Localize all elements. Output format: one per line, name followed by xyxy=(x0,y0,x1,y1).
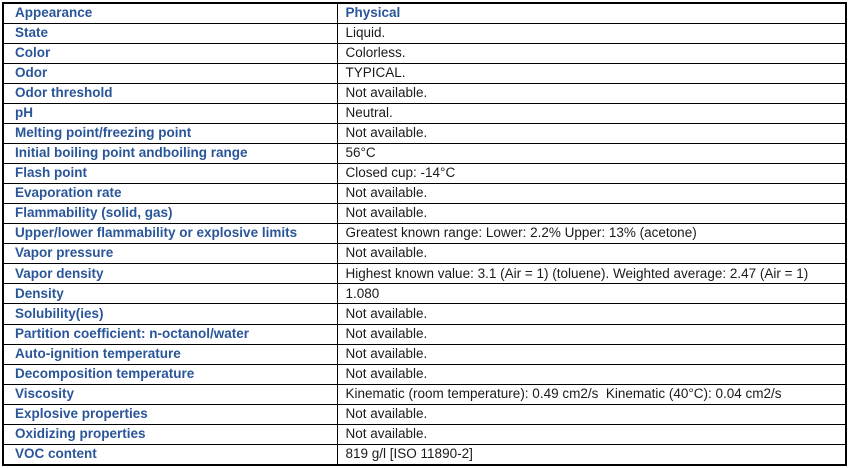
property-value: Not available. xyxy=(337,424,846,444)
property-label: Evaporation rate xyxy=(3,184,337,204)
property-label: Oxidizing properties xyxy=(3,424,337,444)
table-row xyxy=(3,24,846,44)
property-label: Flammability (solid, gas) xyxy=(3,204,337,224)
property-label: Partition coefficient: n-octanol/water xyxy=(3,324,337,344)
property-value: Not available. xyxy=(337,324,846,344)
property-label: VOC content xyxy=(3,444,337,465)
property-value: Not available. xyxy=(337,344,846,364)
property-label: pH xyxy=(3,104,337,124)
table-row xyxy=(3,404,846,424)
property-value: Neutral. xyxy=(337,104,846,124)
property-value: Not available. xyxy=(337,364,846,384)
table-row xyxy=(3,244,846,264)
table-row xyxy=(3,344,846,364)
property-label: Auto-ignition temperature xyxy=(3,344,337,364)
table-row xyxy=(3,384,846,404)
property-label: Appearance xyxy=(3,3,337,24)
table-row xyxy=(3,304,846,324)
table-row xyxy=(3,204,846,224)
property-value: Colorless. xyxy=(337,44,846,64)
property-label: Explosive properties xyxy=(3,404,337,424)
property-label: Vapor pressure xyxy=(3,244,337,264)
physical-properties-table xyxy=(2,2,847,466)
table-row xyxy=(3,144,846,164)
property-label: Vapor density xyxy=(3,264,337,284)
table-row xyxy=(3,444,846,465)
property-value: Not available. xyxy=(337,244,846,264)
property-value: TYPICAL. xyxy=(337,64,846,84)
property-label: Odor threshold xyxy=(3,84,337,104)
property-label: State xyxy=(3,24,337,44)
property-value: Liquid. xyxy=(337,24,846,44)
table-row xyxy=(3,3,846,24)
property-value: Not available. xyxy=(337,304,846,324)
table-row xyxy=(3,84,846,104)
table-row xyxy=(3,424,846,444)
property-value: Not available. xyxy=(337,184,846,204)
property-value: 1.080 xyxy=(337,284,846,304)
physical-properties-table-body xyxy=(3,3,846,465)
property-label: Flash point xyxy=(3,164,337,184)
table-row xyxy=(3,264,846,284)
property-label: Decomposition temperature xyxy=(3,364,337,384)
property-label: Density xyxy=(3,284,337,304)
table-row xyxy=(3,104,846,124)
table-row xyxy=(3,184,846,204)
property-value: 819 g/l [ISO 11890-2] xyxy=(337,444,846,465)
property-value: Greatest known range: Lower: 2.2% Upper: 13% (acetone) xyxy=(337,224,846,244)
property-value: Closed cup: -14°C xyxy=(337,164,846,184)
property-label: Melting point/freezing point xyxy=(3,124,337,144)
property-value: Kinematic (room temperature): 0.49 cm2/s Kinematic (40°C): 0.04 cm2/s xyxy=(337,384,846,404)
property-label: Viscosity xyxy=(3,384,337,404)
property-label: Color xyxy=(3,44,337,64)
property-value: Not available. xyxy=(337,124,846,144)
property-label: Initial boiling point andboiling range xyxy=(3,144,337,164)
table-row xyxy=(3,124,846,144)
table-row xyxy=(3,224,846,244)
property-value: Not available. xyxy=(337,204,846,224)
property-value: Highest known value: 3.1 (Air = 1) (toluene). Weighted average: 2.47 (Air = 1) xyxy=(337,264,846,284)
property-value: Not available. xyxy=(337,84,846,104)
table-row xyxy=(3,364,846,384)
table-row xyxy=(3,44,846,64)
table-row xyxy=(3,64,846,84)
property-value: Not available. xyxy=(337,404,846,424)
property-label: Upper/lower flammability or explosive limits xyxy=(3,224,337,244)
property-label: Odor xyxy=(3,64,337,84)
property-value: Physical xyxy=(337,3,846,24)
table-row xyxy=(3,164,846,184)
property-label: Solubility(ies) xyxy=(3,304,337,324)
table-row xyxy=(3,324,846,344)
property-value: 56°C xyxy=(337,144,846,164)
table-row xyxy=(3,284,846,304)
